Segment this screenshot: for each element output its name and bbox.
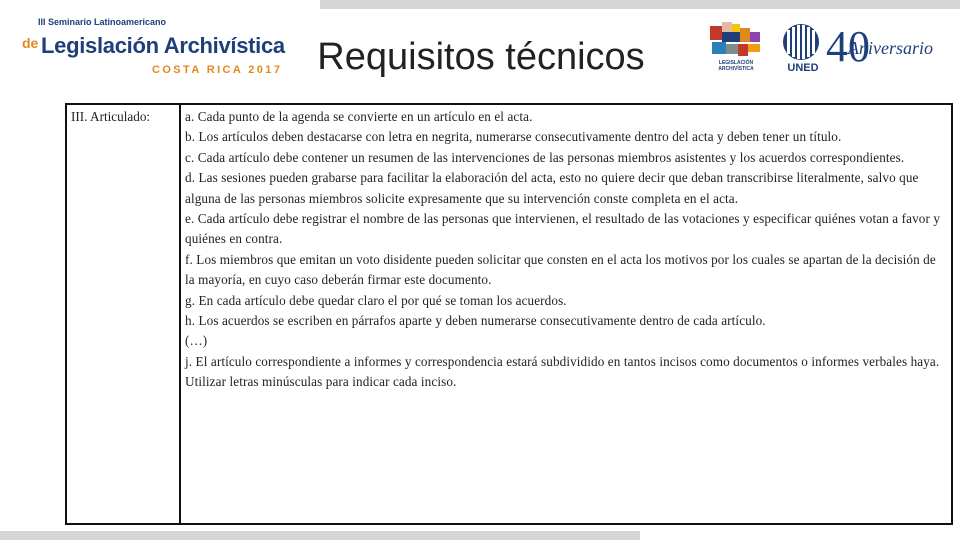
list-item: c. Cada artículo debe contener un resumen de las intervenciones de las personas miembros asistentes y los acuerdos correspondientes. — [185, 149, 905, 165]
list-item: h. Los acuerdos se escriben en párrafos aparte y deben numerarse consecutivamente dentro de cada artículo. — [185, 313, 766, 329]
aniversario-number: 40 — [826, 22, 870, 71]
legislacion-logo-caption: LEGISLACIÓN ARCHIVÍSTICA — [718, 60, 754, 72]
articulado-table — [65, 103, 953, 525]
page-title: Requisitos técnicos — [317, 36, 645, 78]
logo-legislacion-archivistica: Legislación Archivística — [41, 33, 285, 58]
list-item: g. En cada artículo debe quedar claro el por qué se toman los acuerdos. — [185, 292, 567, 308]
list-item: a. Cada punto de la agenda se convierte en un artículo en el acta. — [185, 109, 533, 124]
legislacion-logo — [708, 22, 764, 80]
uned-logo — [781, 22, 821, 74]
logo-de: de — [22, 35, 39, 51]
list-item: (…) — [185, 333, 208, 349]
list-item: j. El artículo correspondiente a informes y correspondencia estará subdividido en tantos incisos como documentos o informes verbales haya. Utilizar letras minúsculas para indicar cada inciso. — [185, 353, 940, 390]
uned-globe-icon — [781, 22, 821, 62]
uned-text: UNED — [787, 62, 819, 74]
logo-seminar-name: III Seminario Latinoamericano — [38, 17, 167, 27]
table-label-cell: III. Articulado: — [67, 105, 181, 523]
list-item: e. Cada artículo debe registrar el nombre de las personas que intervienen, el resultado de las votaciones y especificar quiénes votan a favor y quiénes en contra. — [185, 211, 941, 247]
bottom-decorative-bar — [0, 531, 640, 540]
logo-costa-rica-2017: COSTA RICA 2017 — [152, 64, 283, 76]
table-text-cell — [181, 105, 951, 523]
seminar-logo — [22, 14, 284, 80]
aniversario-word: Aniversario — [848, 38, 933, 58]
legislacion-blocks-icon — [708, 22, 764, 60]
top-decorative-bar — [320, 0, 960, 9]
list-item: b. Los artículos deben destacarse con letra en negrita, numerarse consecutivamente dentro del acta y deben tener un título. — [185, 129, 842, 145]
list-item: f. Los miembros que emitan un voto disidente pueden solicitar que consten en el acta los motivos por los cuales se apartan de la decisión de la mayoría, en cuyo caso deberán firmar este documento. — [185, 251, 936, 288]
list-item: d. Las sesiones pueden grabarse para facilitar la elaboración del acta, esto no quiere decir que deban transcribirse literalmente, salvo que alguna de las personas miembros solicite expresamente que su intervención conste completa en el acta. — [185, 170, 919, 206]
